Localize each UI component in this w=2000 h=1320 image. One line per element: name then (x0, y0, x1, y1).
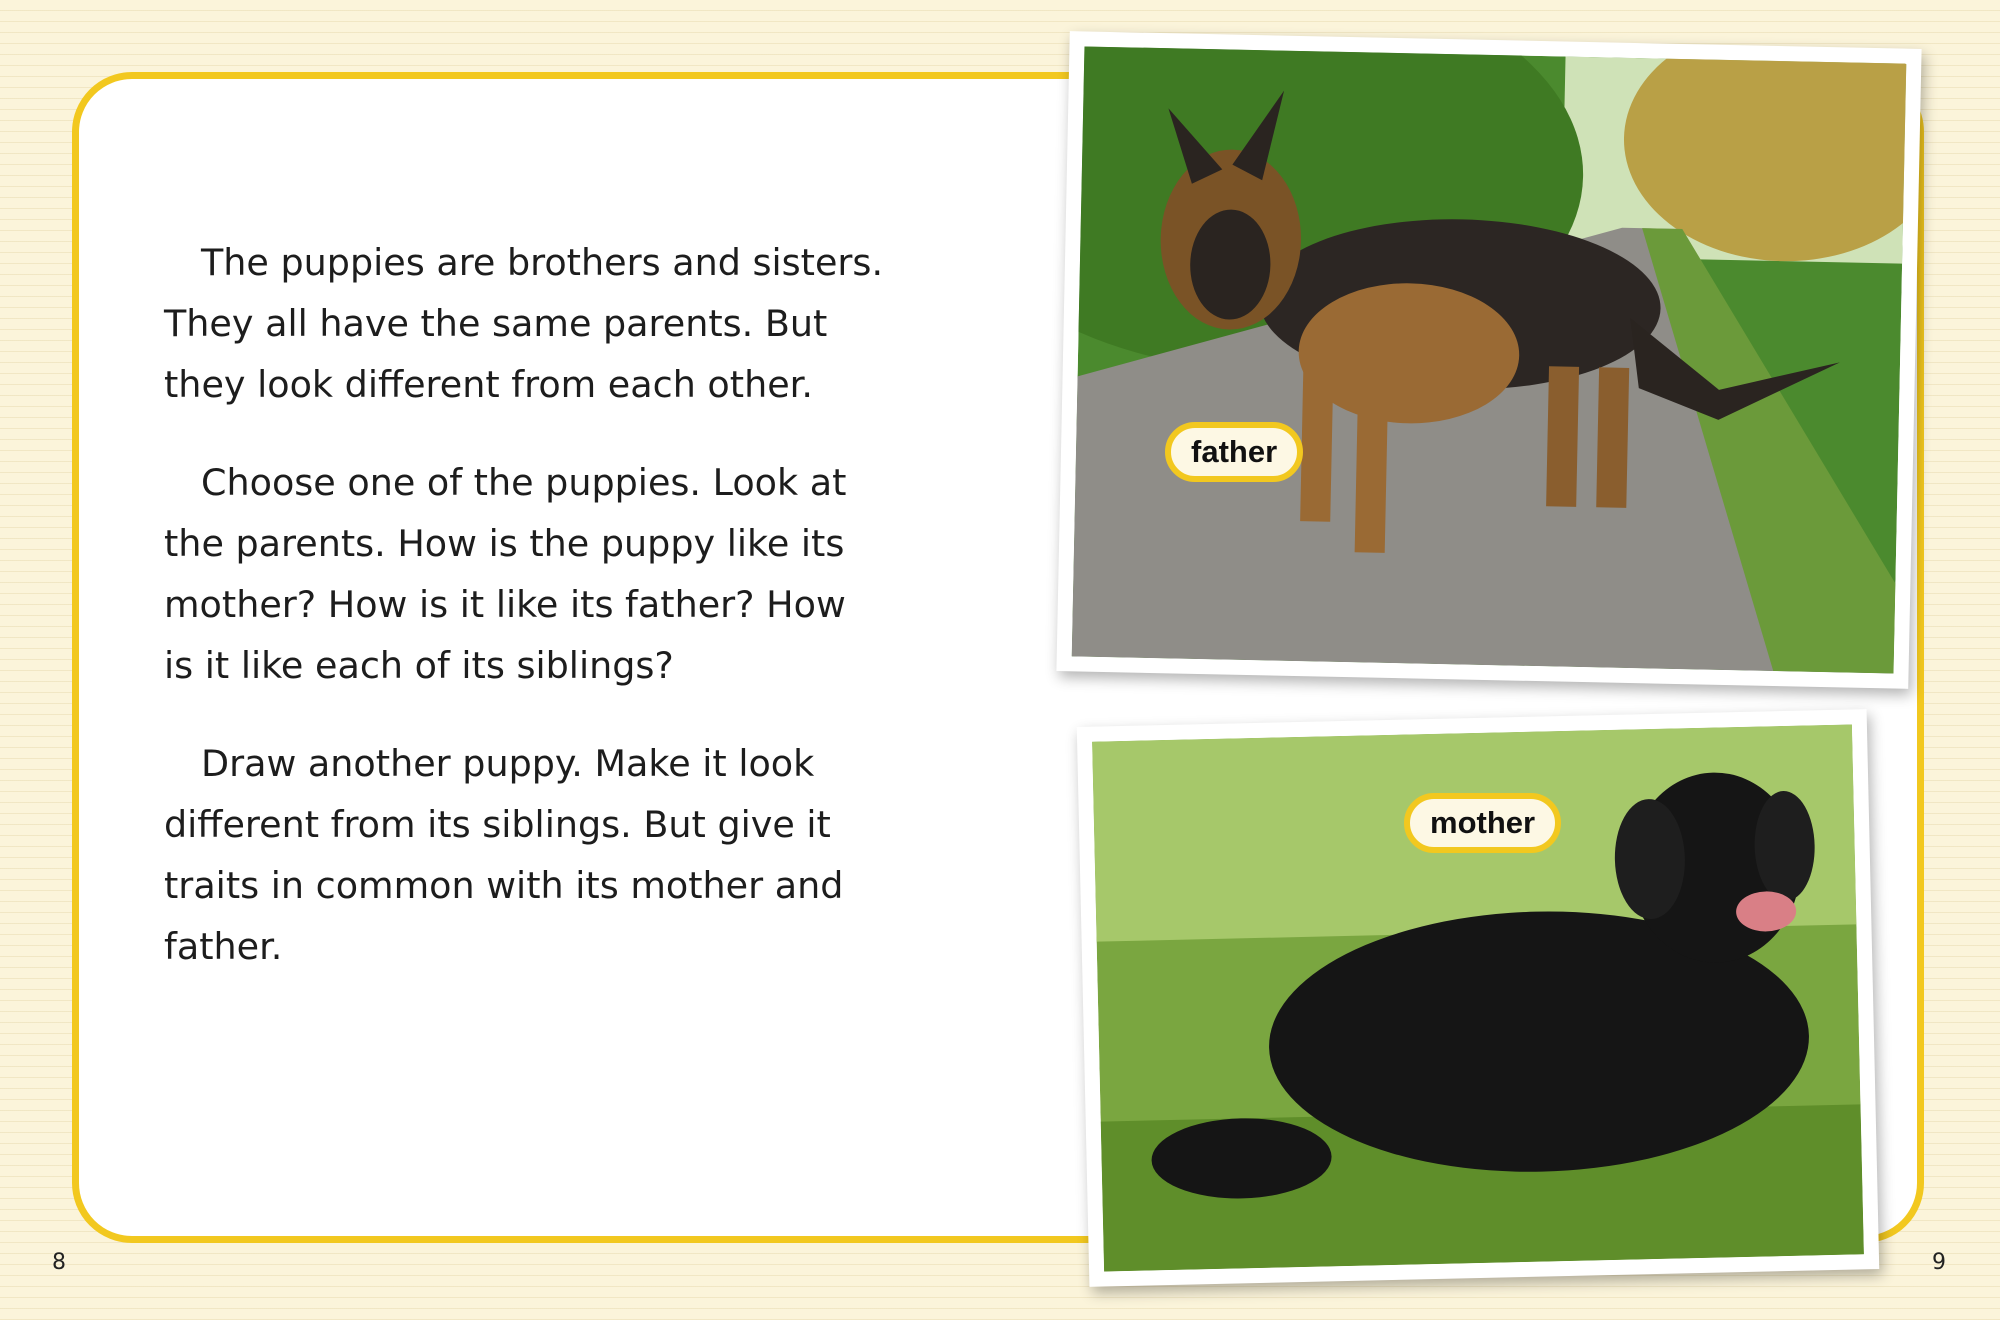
mother-label: mother (1404, 793, 1561, 853)
father-photo (1056, 31, 1921, 689)
paragraph-1: The puppies are brothers and sisters. They all have the same parents. But they look different from each other. (164, 241, 884, 406)
paragraph-3: Draw another puppy. Make it look different from its siblings. But give it traits in common with its mother and father. (164, 742, 844, 968)
page-number-right: 9 (1932, 1250, 1946, 1275)
paragraph-2: Choose one of the puppies. Look at the parents. How is the puppy like its mother? How is it like its father? How is it like each of its siblings? (164, 461, 847, 687)
father-dog-image (1072, 46, 1907, 673)
page-number-left: 8 (52, 1250, 66, 1275)
father-label: father (1165, 422, 1303, 482)
body-text (164, 232, 884, 1014)
